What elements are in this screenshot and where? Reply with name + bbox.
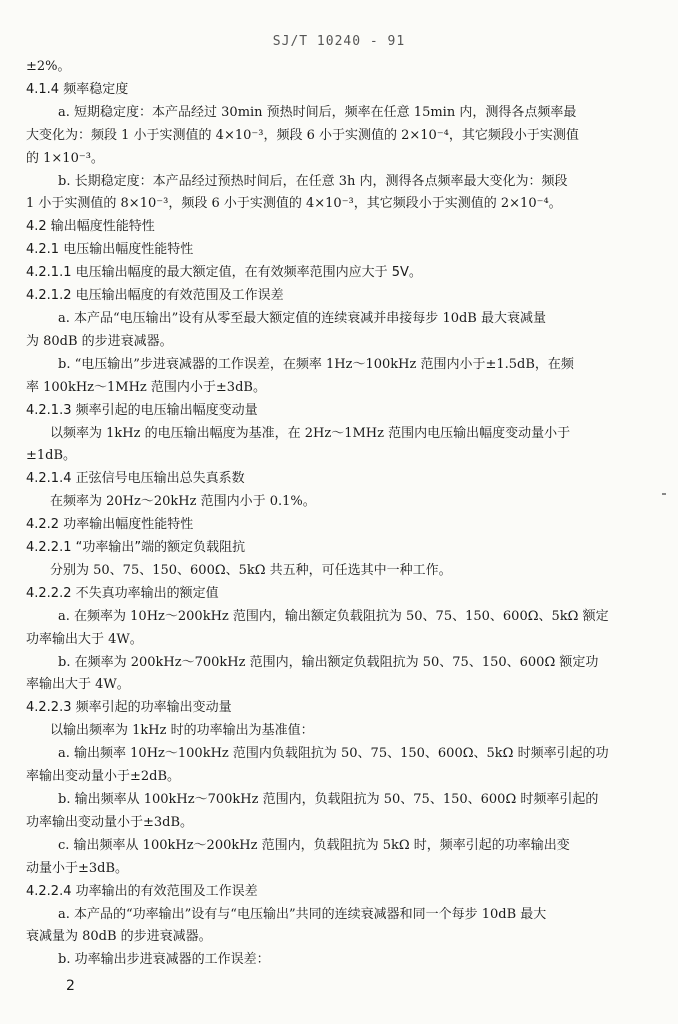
section-heading: 4.2.1.4 正弦信号电压输出总失真系数 bbox=[26, 471, 245, 487]
section-heading: 4.2.1 电压输出幅度性能特性 bbox=[26, 242, 194, 258]
text-line: 分别为 50、75、150、600Ω、5kΩ 共五种，可任选其中一种工作。 bbox=[50, 562, 452, 578]
text-line: 功率输出变动量小于±3dB。 bbox=[26, 814, 194, 830]
text-line: a. 短期稳定度：本产品经过 30min 预热时间后，频率在任意 15min 内，测得各点频率最 bbox=[58, 104, 577, 120]
section-heading: 4.2 输出幅度性能特性 bbox=[26, 219, 155, 235]
text-line: b. 输出频率从 100kHz～700kHz 范围内，负载阻抗为 50、75、150、600Ω 时频率引起的 bbox=[58, 792, 599, 807]
text-line: 率 100kHz～1MHz 范围内小于±3dB。 bbox=[26, 379, 266, 395]
section-heading: 4.2.2.4 功率输出的有效范围及工作误差 bbox=[26, 883, 258, 899]
text-line: 动量小于±3dB。 bbox=[26, 860, 129, 876]
text-line: a. 本产品的“功率输出”设有与“电压输出”共同的连续衰减器和同一个每步 10dB 最大 bbox=[58, 906, 547, 922]
section-heading: 4.2.1.3 频率引起的电压输出幅度变动量 bbox=[26, 402, 258, 418]
scan-speck bbox=[662, 493, 666, 495]
text-line: 以频率为 1kHz 的电压输出幅度为基准，在 2Hz～1MHz 范围内电压输出幅度变动量小于 bbox=[50, 425, 571, 441]
text-line: a. 输出频率 10Hz～100kHz 范围内负载阻抗为 50、75、150、600Ω、5kΩ 时频率引起的功 bbox=[58, 746, 609, 762]
text-line: a. 在频率为 10Hz～200kHz 范围内，输出额定负载阻抗为 50、75、150、600Ω、5kΩ 额定 bbox=[58, 608, 609, 624]
text-line: 率输出变动量小于±2dB。 bbox=[26, 769, 181, 785]
text-line: 功率输出大于 4W。 bbox=[26, 631, 143, 647]
section-heading: 4.2.2 功率输出幅度性能特性 bbox=[26, 517, 194, 533]
section-heading: 4.2.2.3 频率引起的功率输出变动量 bbox=[26, 700, 232, 716]
text-line: a. 本产品“电压输出”设有从零至最大额定值的连续衰减并串接每步 10dB 最大衰减量 bbox=[58, 310, 546, 326]
section-heading: 4.2.2.2 不失真功率输出的额定值 bbox=[26, 585, 219, 601]
text-line: c. 输出频率从 100kHz～200kHz 范围内，负载阻抗为 5kΩ 时，频率引起的功率输出变 bbox=[58, 837, 570, 853]
document-body bbox=[26, 56, 636, 972]
text-line: 衰减量为 80dB 的步进衰减器。 bbox=[26, 929, 212, 945]
text-line: 率输出大于 4W。 bbox=[26, 677, 130, 693]
text-line: 的 1×10⁻³。 bbox=[26, 150, 104, 166]
text-line: b. 在频率为 200kHz～700kHz 范围内，输出额定负载阻抗为 50、75、150、600Ω 额定功 bbox=[58, 654, 599, 670]
text-line: 大变化为：频段 1 小于实测值的 4×10⁻³，频段 6 小于实测值的 2×10⁻⁴，其它频段小于实测值 bbox=[26, 127, 579, 143]
section-heading: 4.2.1.2 电压输出幅度的有效范围及工作误差 bbox=[26, 288, 284, 304]
text-line: ±1dB。 bbox=[26, 448, 77, 464]
text-line: 1 小于实测值的 8×10⁻³，频段 6 小于实测值的 4×10⁻³，其它频段小于实测值的 2×10⁻⁴。 bbox=[26, 196, 562, 212]
text-line: 以输出频率为 1kHz 时的功率输出为基准值： bbox=[50, 723, 314, 739]
text-line: ±2%。 bbox=[26, 59, 71, 74]
text-line: 在频率为 20Hz～20kHz 范围内小于 0.1%。 bbox=[50, 494, 316, 510]
text-line: b. “电压输出”步进衰减器的工作误差，在频率 1Hz～100kHz 范围内小于±1.5dB，在频 bbox=[58, 356, 574, 372]
text-line: 为 80dB 的步进衰减器。 bbox=[26, 333, 173, 349]
section-heading: 4.2.1.1 电压输出幅度的最大额定值，在有效频率范围内应大于 5V。 bbox=[26, 265, 422, 281]
page-number: 2 bbox=[66, 978, 75, 994]
section-heading: 4.2.2.1 “功率输出”端的额定负载阻抗 bbox=[26, 540, 246, 556]
section-heading: 4.1.4 频率稳定度 bbox=[26, 81, 129, 97]
running-header: SJ/T 10240 - 91 bbox=[272, 34, 406, 49]
text-line: b. 长期稳定度：本产品经过预热时间后，在任意 3h 内，测得各点频率最大变化为：频段 bbox=[58, 173, 568, 189]
text-line: b. 功率输出步进衰减器的工作误差： bbox=[58, 952, 270, 968]
